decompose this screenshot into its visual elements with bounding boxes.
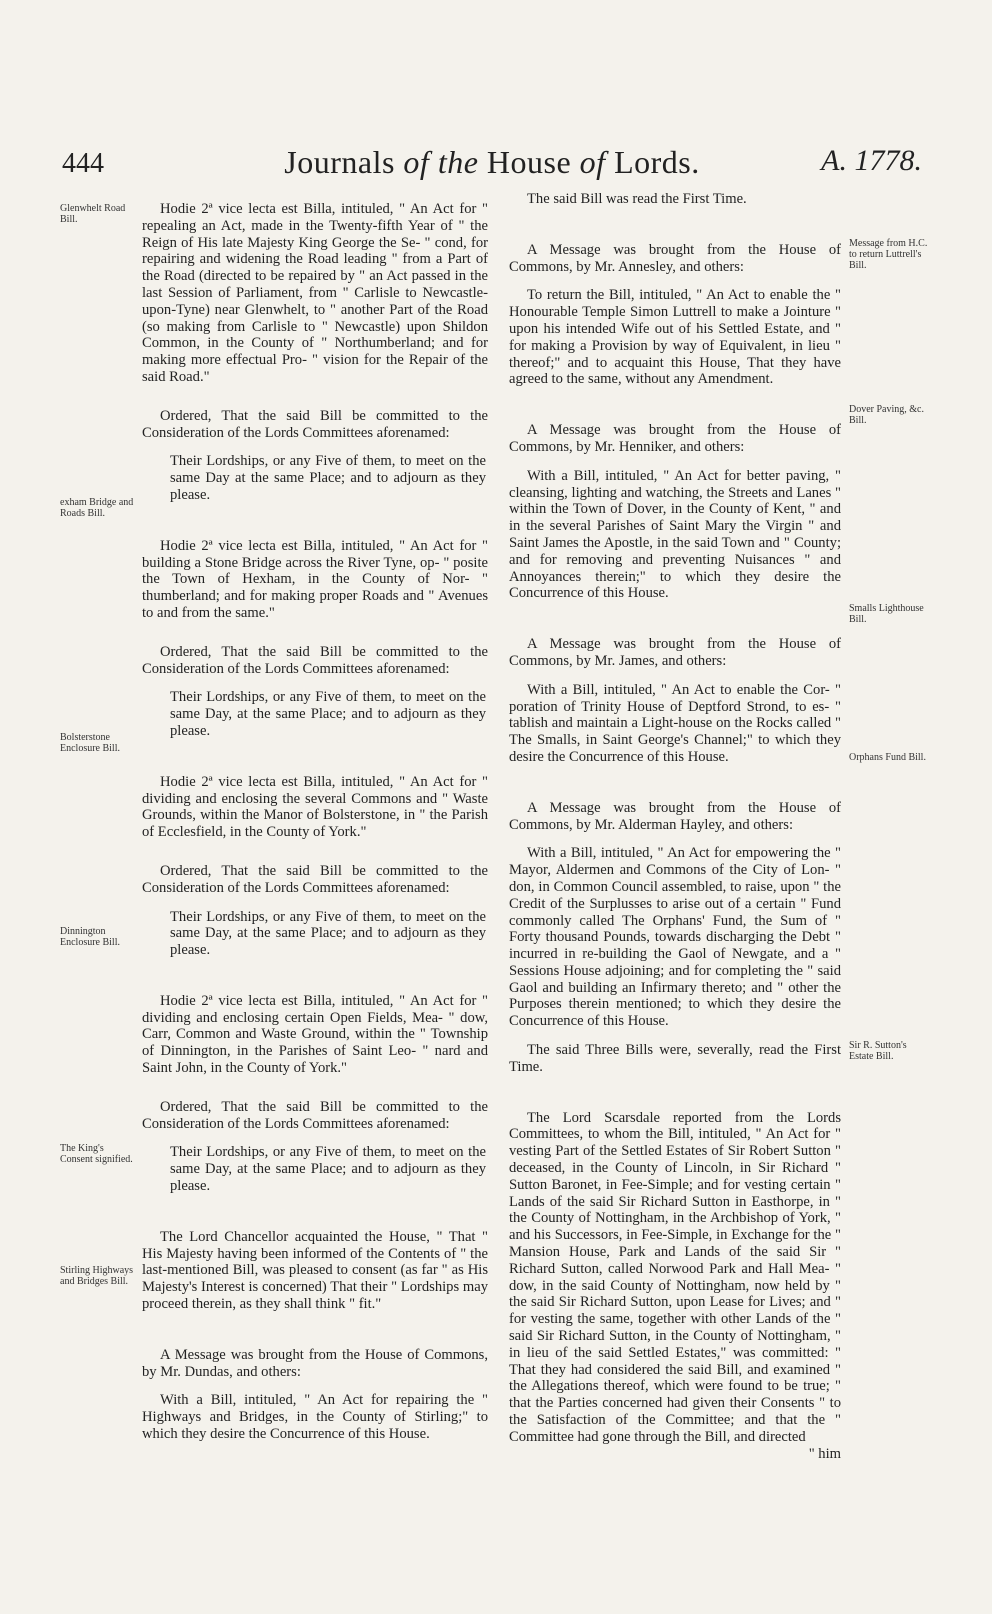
- paragraph: The said Three Bills were, severally, read the First Time.: [509, 1042, 841, 1075]
- paragraph: With a Bill, intituled, " An Act for repairing the " Highways and Bridges, in the County of Stirling;" to which they desire the Concurrence of this House.: [142, 1392, 488, 1443]
- margin-note: Sir R. Sutton's Estate Bill.: [849, 1040, 907, 1062]
- sub-paragraph: Their Lordships, or any Five of them, to meet on the same Day at the same Place; and to adjourn as they please.: [170, 453, 486, 503]
- paragraph: With a Bill, intituled, " An Act for better paving, " cleansing, lighting and watching, the Streets and Lanes " within the Town of Dover, in the County of Kent, " and in the several Parishes of Saint Mary the Virgin " and Saint James the Apostle, in the said Town and " County; and for removing and preventing Nuisances " and Annoyances therein;" to which they desire the Concurrence of this House.: [509, 467, 841, 602]
- paragraph: The Lord Scarsdale reported from the Lords Committees, to whom the Bill, intituled, " An Act for " vesting Part of the Settled Estates of Sir Robert Sutton " deceased, in the County of Lincoln, in Sir Richard " Sutton Baronet, in Fee-Simple; and for vesting certain " Lands of the said Sir Richard Sutton in Easthorpe, in " the County of Nottingham, in the Archbishop of York, " and his Successors, in Fee-Simple, in Exchange for the " Mansion House, Park and Lands of the said Sir " Richard Sutton, called Norwood Park and Hall Mea- " dow, in the said County of Nottingham, now held by " the said Sir Richard Sutton, upon Lease for Lives; and " for vesting the same, together with other Lands of the " said Sir Richard Sutton, in the County of Nottingham, " in lieu of the said Settled Estates," was committed: " That they had considered the said Bill, and examined " the Allegations thereof, which were found to be true; " that the Parties concerned had given their Consents " to the Satisfaction of the Committee; and that the " Committee had gone through the Bill, and directed: [509, 1109, 841, 1445]
- paragraph: The Lord Chancellor acquainted the House, " That " His Majesty having been informed of the Contents of " the last-mentioned Bill, was pleased to consent (as far " as His Majesty's Interest is concerned) That their " Lordships may proceed therein, as they shall think " fit.": [142, 1228, 488, 1313]
- margin-note: The King's Consent signified.: [60, 1143, 133, 1165]
- title-word: Journals: [284, 144, 395, 180]
- paragraph: With a Bill, intituled, " An Act to enable the Cor- " poration of Trinity House of Deptford Strond, to es- " tablish and maintain a Light-house on the Rocks called " The Smalls, in Saint George's Channel;" to which they desire the Concurrence of this House.: [509, 681, 841, 765]
- paragraph: A Message was brought from the House of Commons, by Mr. Henniker, and others:: [509, 422, 841, 455]
- page-header: [62, 138, 922, 188]
- paragraph: A Message was brought from the House of Commons, by Mr. Dundas, and others:: [142, 1346, 488, 1380]
- margin-note: exham Bridge and Roads Bill.: [60, 497, 134, 519]
- order-paragraph: Ordered, That the said Bill be committed to the Consideration of the Lords Committees aforenamed:: [142, 1098, 488, 1132]
- title-word: House: [486, 144, 572, 180]
- paragraph: Hodie 2ª vice lecta est Billa, intituled, " An Act for " building a Stone Bridge across the River Tyne, op- " posite the Town of Hexham, in the County of Nor- " thumberland; and for making proper Roads and " Avenues to and from the same.": [142, 537, 488, 621]
- page-title: [62, 144, 922, 181]
- paragraph: To return the Bill, intituled, " An Act to enable the " Honourable Temple Simon Luttrell to make a Jointure " upon his intended Wife out of his Settled Estate, and " for making a Provision by way of Equivalent, in lieu " thereof;" and to acquaint this House, That they have agreed to the same, without any Amendment.: [509, 287, 841, 388]
- order-paragraph: Ordered, That the said Bill be committed to the Consideration of the Lords Committees aforenamed:: [142, 643, 488, 677]
- margin-note: Dinnington Enclosure Bill.: [60, 926, 120, 948]
- paragraph: The said Bill was read the First Time.: [527, 191, 747, 207]
- paragraph: Hodie 2ª vice lecta est Billa, intituled, " An Act for " dividing and enclosing the several Commons and " Waste Grounds, within the Manor of Bolsterstone, in " the Parish of Ecclesfield, in the County of York.": [142, 773, 488, 841]
- paragraph: Hodie 2ª vice lecta est Billa, intituled, " An Act for " repealing an Act, made in the Twenty-fifth Year of " the Reign of His late Majesty King George the Se- " cond, for repairing and widening the Road leading " from a Part of the Road (directed to be repaired by " an Act passed in the last Session of Parliament, from " Carlisle to Newcastle-upon-Tyne) near Glenwhelt, to " another Part of the Road (so making from Carlisle to " Newcastle) upon Shildon Common, in the County of " Northumberland; and for making more effectual Pro- " vision for the Repair of the said Road.": [142, 201, 488, 385]
- margin-note: Message from H.C. to return Luttrell's Bill.: [849, 238, 928, 271]
- margin-note: Glenwhelt Road Bill.: [60, 203, 126, 225]
- margin-note: Bolsterstone Enclosure Bill.: [60, 732, 120, 754]
- sub-paragraph: Their Lordships, or any Five of them, to meet on the same Day, at the same Place; and to adjourn as they please.: [170, 908, 486, 959]
- title-word: Lords.: [614, 144, 700, 180]
- sub-paragraph: Their Lordships, or any Five of them, to meet on the same Day, at the same Place; and to adjourn as they please.: [170, 1144, 486, 1195]
- margin-note: Smalls Lighthouse Bill.: [849, 603, 924, 625]
- title-word: the: [437, 144, 479, 180]
- paragraph: A Message was brought from the House of Commons, by Mr. Alderman Hayley, and others:: [509, 799, 841, 833]
- margin-note: Dover Paving, &c. Bill.: [849, 404, 924, 426]
- catchword: " him: [808, 1445, 841, 1462]
- left-column: [142, 201, 488, 1443]
- paragraph: With a Bill, intituled, " An Act for empowering the " Mayor, Aldermen and Commons of the City of Lon- " don, in Common Council assembled, to raise, upon " the Credit of the Surplusses to arise out of a certain " Fund commonly called The Orphans' Fund, the Sum of " Forty thousand Pounds, towards discharging the Debt " incurred in re-building the Gaol of Newgate, and a " Sessions House adjoining; and for completing the " said Gaol and building an Infirmary thereto; and " other the Purposes therein mentioned; to which they desire the Concurrence of this House.: [509, 845, 841, 1030]
- title-word: of: [579, 144, 606, 180]
- margin-note: Orphans Fund Bill.: [849, 752, 926, 763]
- order-paragraph: Ordered, That the said Bill be committed to the Consideration of the Lords Committees aforenamed:: [142, 407, 488, 441]
- margin-note: Stirling Highways and Bridges Bill.: [60, 1265, 134, 1287]
- title-word: of: [403, 144, 430, 180]
- page-number: 444: [62, 148, 104, 179]
- page-year: A. 1778.: [821, 144, 922, 177]
- paragraph: Hodie 2ª vice lecta est Billa, intituled, " An Act for " dividing and enclosing certain Open Fields, Mea- " dow, Carr, Common and Waste Ground, within the " Township of Dinnington, in the Parishes of Saint Leo- " nard and Saint John, in the County of York.": [142, 992, 488, 1077]
- right-column: [509, 191, 841, 1462]
- paragraph: A Message was brought from the House of Commons, by Mr. James, and others:: [509, 636, 841, 669]
- sub-paragraph: Their Lordships, or any Five of them, to meet on the same Day, at the same Place; and to adjourn as they please.: [170, 689, 486, 739]
- order-paragraph: Ordered, That the said Bill be committed to the Consideration of the Lords Committees aforenamed:: [142, 862, 488, 896]
- paragraph: A Message was brought from the House of Commons, by Mr. Annesley, and others:: [509, 241, 841, 275]
